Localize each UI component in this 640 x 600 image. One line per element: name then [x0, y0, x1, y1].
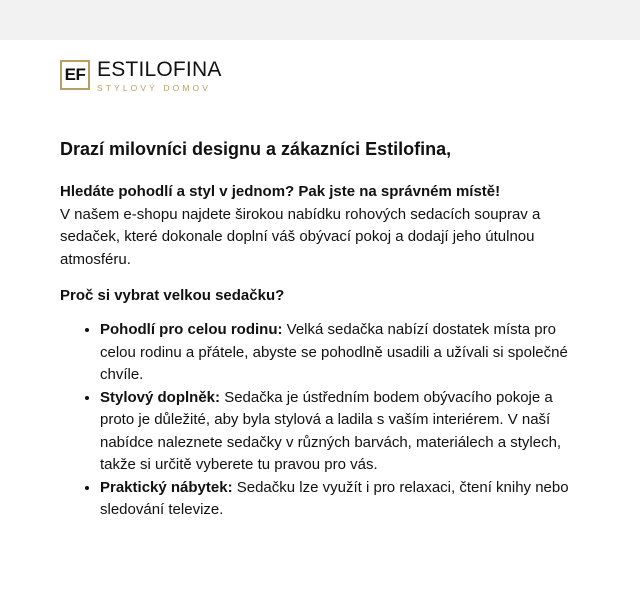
benefits-list [60, 319, 580, 522]
benefit-text: Sedačku lze využít i pro relaxaci, čtení knihy nebo sledování televize. [100, 478, 569, 518]
top-bar [0, 0, 640, 40]
list-item [100, 387, 580, 477]
benefit-title: Praktický nábytek: [100, 478, 233, 496]
list-item [100, 319, 580, 387]
why-heading: Proč si vybrat velkou sedačku? [60, 287, 285, 304]
intro-body: V našem e-shopu najdete širokou nabídku rohových sedacích souprav a sedaček, které dokonale doplní váš obývací pokoj a dodají jeho útulnou atmosféru. [60, 205, 541, 268]
intro-paragraph [60, 181, 560, 271]
logo-mark: EF [60, 60, 90, 90]
logo-name: ESTILOFINA [97, 58, 222, 81]
brand-logo[interactable] [60, 60, 222, 93]
benefit-title: Pohodlí pro celou rodinu: [100, 321, 283, 338]
intro-headline: Hledáte pohodlí a styl v jednom? Pak jste na správném místě! [60, 183, 501, 200]
benefit-text: Velká sedačka nabízí dostatek místa pro celou rodinu a přátele, abyste se pohodlně usadili a užívali si společné chvíle. [100, 321, 568, 383]
logo-wordmark [97, 60, 222, 93]
list-item [100, 477, 580, 522]
greeting-heading: Drazí milovníci designu a zákazníci Estilofina, [60, 139, 452, 159]
benefit-text: Sedačka je ústředním bodem obývacího pokoje a proto je důležité, aby byla stylová a ladila s vaším interiérem. V naší nabídce naleznete sedačky v různých barvách, materiálech a stylech, takže si určitě vyberete tu pravou pro vás. [100, 388, 562, 473]
logo-tagline: STYLOVÝ DOMOV [97, 83, 211, 93]
benefit-title: Stylový doplněk: [100, 388, 221, 406]
